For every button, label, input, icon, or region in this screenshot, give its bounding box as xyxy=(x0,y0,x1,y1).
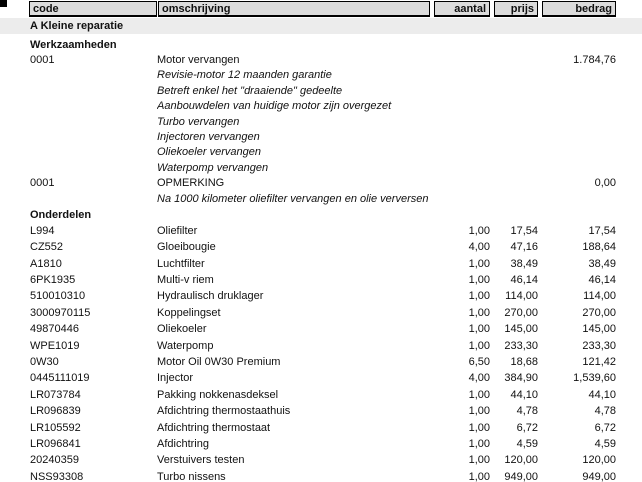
cell-omschrijving: Gloeibougie xyxy=(157,241,216,254)
cell-code: NSS93308 xyxy=(30,470,84,482)
cell-code: CZ552 xyxy=(30,241,64,254)
note-row xyxy=(30,192,642,207)
table-row xyxy=(30,436,642,452)
cell-prijs: 18,68 xyxy=(510,356,538,369)
table-row xyxy=(30,305,642,321)
note-row xyxy=(30,145,642,160)
table-header xyxy=(0,1,642,18)
table-row xyxy=(30,239,642,255)
table-row xyxy=(30,321,642,337)
cell-aantal: 1,00 xyxy=(468,470,490,482)
cell-code xyxy=(30,68,157,83)
table-row xyxy=(30,387,642,403)
note-text: Betreft enkel het "draaiende" gedeelte xyxy=(157,84,343,97)
cell-omschrijving: Koppelingset xyxy=(157,306,221,319)
cell-bedrag: 1.784,76 xyxy=(573,54,616,66)
cell-bedrag: 121,42 xyxy=(582,356,616,369)
cell-prijs: 4,78 xyxy=(516,405,538,418)
cell-aantal: 1,00 xyxy=(468,405,490,418)
column-header-code: code xyxy=(29,1,157,17)
table-body xyxy=(0,34,642,482)
cell-bedrag: 46,14 xyxy=(588,274,616,287)
cell-prijs: 114,00 xyxy=(505,290,538,303)
cell-bedrag: 38,49 xyxy=(588,257,616,270)
cell-aantal: 1,00 xyxy=(468,437,490,450)
cell-omschrijving: Oliekoeler xyxy=(157,323,207,336)
cell-prijs: 145,00 xyxy=(504,323,538,336)
table-row xyxy=(30,53,642,68)
table-row xyxy=(30,370,642,386)
cell-omschrijving: Afdichtring thermostaat xyxy=(157,421,271,434)
cell-bedrag: 114,00 xyxy=(583,290,616,303)
cell-prijs: 47,16 xyxy=(510,241,538,254)
cell-code xyxy=(30,130,157,145)
cell-aantal: 4,00 xyxy=(468,241,490,254)
cell-omschrijving: Multi-v riem xyxy=(157,274,214,287)
cell-code xyxy=(30,84,157,99)
cell-aantal: 1,00 xyxy=(468,306,490,319)
cell-code xyxy=(30,99,157,114)
group xyxy=(0,37,642,207)
table-row xyxy=(30,272,642,288)
cell-omschrijving: OPMERKING xyxy=(157,177,225,190)
cell-bedrag: 233,30 xyxy=(582,339,616,352)
table-row xyxy=(30,420,642,436)
table-row xyxy=(30,469,642,482)
cell-prijs: 120,00 xyxy=(504,454,538,467)
table-row xyxy=(30,403,642,419)
cell-prijs: 44,10 xyxy=(510,388,538,401)
cell-bedrag: 0,00 xyxy=(594,177,616,190)
cell-aantal: 1,00 xyxy=(468,388,490,401)
cell-omschrijving: Waterpomp xyxy=(157,339,214,352)
note-row xyxy=(30,99,642,114)
cell-prijs: 6,72 xyxy=(516,421,538,434)
cell-aantal xyxy=(433,176,490,191)
note-row xyxy=(30,84,642,99)
cell-bedrag: 6,72 xyxy=(594,421,616,434)
cell-bedrag: 44,10 xyxy=(588,388,616,401)
cell-bedrag: 1,539,60 xyxy=(573,372,616,385)
cell-omschrijving: Luchtfilter xyxy=(157,257,205,270)
cell-code: 49870446 xyxy=(30,323,79,336)
cell-code: 20240359 xyxy=(30,454,79,467)
note-text: Revisie-motor 12 maanden garantie xyxy=(157,69,332,82)
note-row xyxy=(30,115,642,130)
cell-prijs: 270,00 xyxy=(504,306,538,319)
cell-omschrijving: Afdichtring xyxy=(157,437,209,450)
cell-code xyxy=(30,145,157,160)
cell-omschrijving: Pakking nokkenasdeksel xyxy=(157,388,279,401)
note-text: Turbo vervangen xyxy=(157,115,240,128)
note-row xyxy=(30,130,642,145)
cell-code xyxy=(30,161,157,176)
note-text: Oliekoeler vervangen xyxy=(157,146,261,159)
cell-omschrijving: Injector xyxy=(157,372,194,385)
table-row xyxy=(30,256,642,272)
cell-prijs xyxy=(490,176,538,191)
group xyxy=(0,207,642,482)
cell-bedrag: 270,00 xyxy=(582,306,616,319)
cell-code xyxy=(30,192,157,207)
note-text: Waterpomp vervangen xyxy=(157,161,269,174)
cell-bedrag: 120,00 xyxy=(582,454,616,467)
cell-code: LR096839 xyxy=(30,405,81,418)
cell-code: LR073784 xyxy=(30,388,81,401)
cell-bedrag: 17,54 xyxy=(588,224,616,237)
cell-code: 0001 xyxy=(30,177,55,190)
table-row xyxy=(30,223,642,239)
cell-aantal: 1,00 xyxy=(468,224,490,237)
note-text: Injectoren vervangen xyxy=(157,130,260,143)
cell-omschrijving: Oliefilter xyxy=(157,224,198,237)
cell-prijs: 233,30 xyxy=(504,339,538,352)
cell-aantal: 1,00 xyxy=(468,257,490,270)
cell-aantal: 4,00 xyxy=(468,372,490,385)
cell-aantal: 6,50 xyxy=(468,356,490,369)
cell-aantal: 1,00 xyxy=(468,454,490,467)
cell-bedrag: 949,00 xyxy=(582,470,616,482)
cell-code xyxy=(30,115,157,130)
cell-prijs: 949,00 xyxy=(504,470,538,482)
note-row xyxy=(30,161,642,176)
table-row xyxy=(30,338,642,354)
column-header-aantal: aantal xyxy=(434,1,490,17)
cell-code: 0445111019 xyxy=(30,372,90,385)
cell-aantal xyxy=(433,53,490,68)
cell-aantal: 1,00 xyxy=(468,421,490,434)
cell-omschrijving: Afdichtring thermostaathuis xyxy=(157,405,291,418)
cell-omschrijving: Turbo nissens xyxy=(157,470,226,482)
cell-code: 3000970115 xyxy=(30,306,91,319)
cell-omschrijving: Motor vervangen xyxy=(157,54,240,66)
cell-code: 6PK1935 xyxy=(30,274,76,287)
cell-aantal: 1,00 xyxy=(468,323,490,336)
group-title: Werkzaamheden xyxy=(30,39,117,51)
table-row xyxy=(30,176,642,191)
cell-code: 0001 xyxy=(30,54,55,66)
cell-omschrijving: Hydraulisch druklager xyxy=(157,290,264,303)
cell-prijs: 46,14 xyxy=(510,274,538,287)
cell-bedrag: 4,78 xyxy=(594,405,616,418)
cell-aantal: 1,00 xyxy=(468,339,490,352)
cell-code: A1810 xyxy=(30,257,62,270)
cell-omschrijving: Motor Oil 0W30 Premium xyxy=(157,356,281,369)
section-title-band xyxy=(0,18,642,34)
group-title: Onderdelen xyxy=(30,208,92,221)
cell-code: 510010310 xyxy=(30,290,86,303)
cell-aantal: 1,00 xyxy=(468,290,490,303)
note-text: Na 1000 kilometer oliefilter vervangen en olie verversen xyxy=(157,192,429,205)
cell-code: WPE1019 xyxy=(30,339,80,352)
cell-omschrijving: Verstuivers testen xyxy=(157,454,245,467)
table-row xyxy=(30,452,642,468)
cell-aantal: 1,00 xyxy=(468,274,490,287)
cell-prijs: 4,59 xyxy=(516,437,538,450)
column-header-prijs: prijs xyxy=(494,1,538,17)
cell-bedrag: 188,64 xyxy=(582,241,616,254)
section-title: A Kleine reparatie xyxy=(30,20,124,32)
table-row xyxy=(30,354,642,370)
cell-bedrag: 145,00 xyxy=(582,323,616,336)
cell-prijs: 38,49 xyxy=(510,257,538,270)
note-row xyxy=(30,68,642,83)
cell-prijs: 17,54 xyxy=(510,224,538,237)
table-row xyxy=(30,288,642,304)
cell-code: L994 xyxy=(30,224,55,237)
cell-bedrag: 4,59 xyxy=(594,437,616,450)
column-header-omschrijving: omschrijving xyxy=(158,1,430,17)
note-text: Aanbouwdelen van huidige motor zijn overgezet xyxy=(157,100,392,113)
column-header-bedrag: bedrag xyxy=(542,1,616,17)
cell-prijs xyxy=(490,53,538,68)
cell-code: 0W30 xyxy=(30,356,59,369)
cell-code: LR105592 xyxy=(30,421,81,434)
cell-code: LR096841 xyxy=(30,437,81,450)
cell-prijs: 384,90 xyxy=(504,372,538,385)
